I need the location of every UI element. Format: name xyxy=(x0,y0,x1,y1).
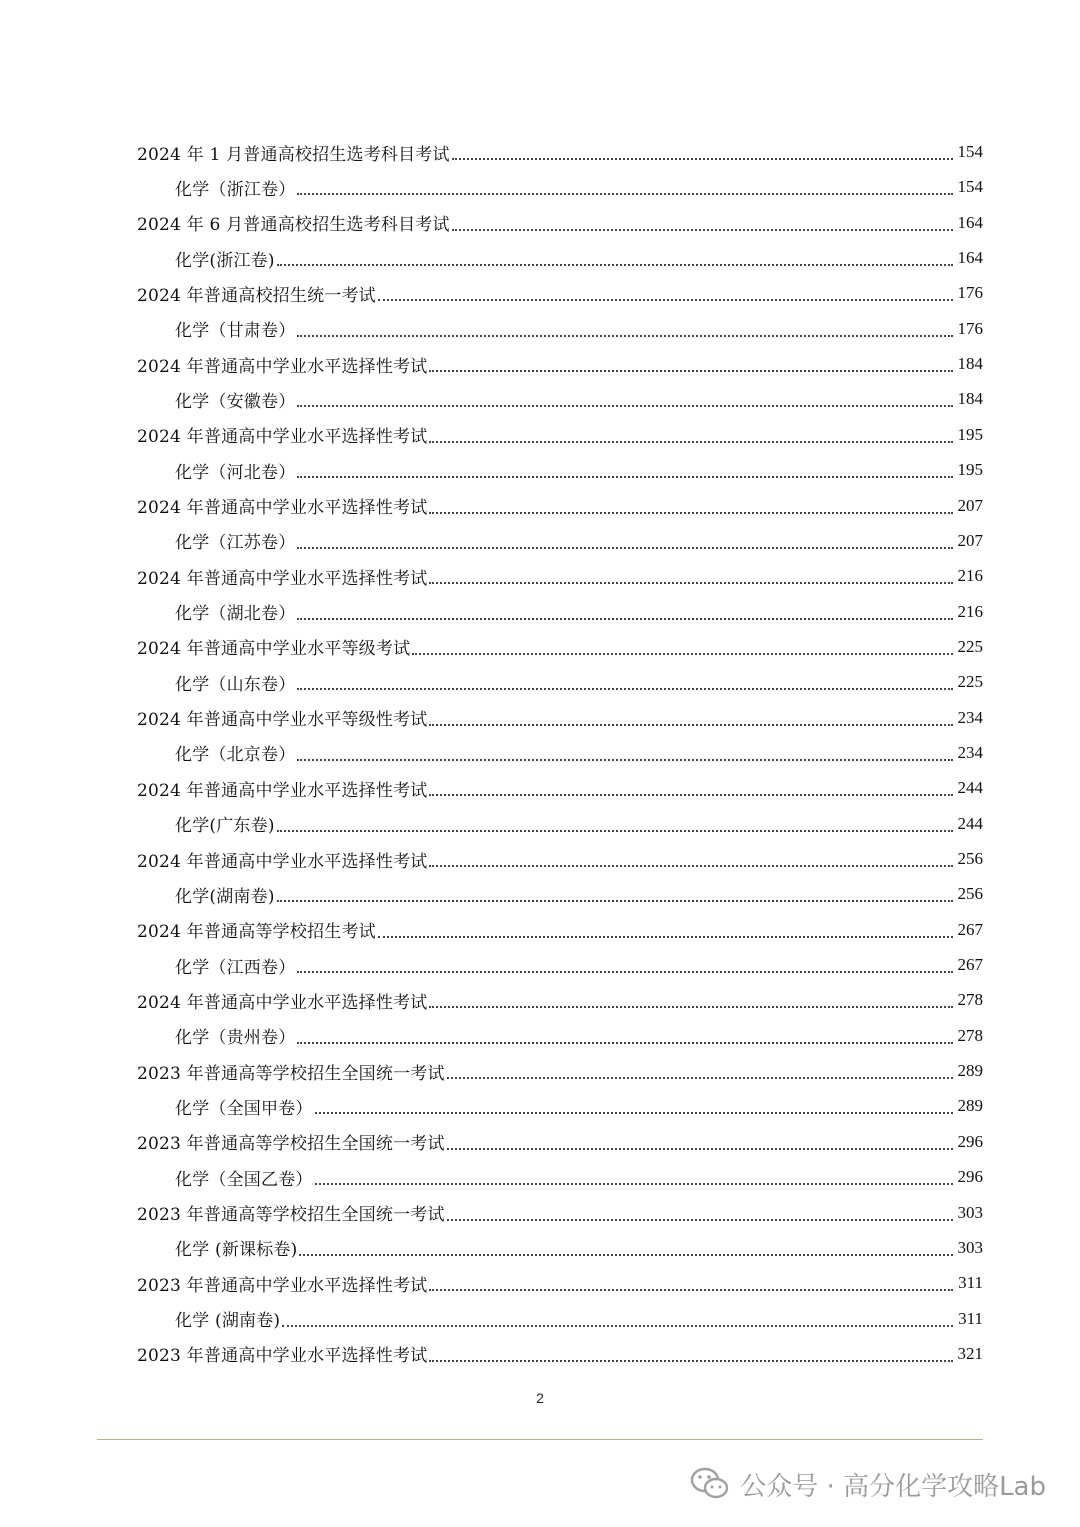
toc-entry-page: 234 xyxy=(957,707,983,727)
toc-entry-title: 化学（安徽卷） xyxy=(175,391,296,412)
dot-leader xyxy=(378,936,953,938)
toc-entry-page: 267 xyxy=(957,919,983,939)
toc-entry-page: 296 xyxy=(957,1131,983,1151)
dot-leader xyxy=(297,193,953,195)
toc-paper-row[interactable] xyxy=(0,1302,1080,1336)
toc-entry-page: 256 xyxy=(957,884,983,904)
toc-entry-title: 化学（湖北卷） xyxy=(175,604,296,625)
toc-entry-title: 2024 年 6 月普通高校招生选考科目考试 xyxy=(137,215,450,236)
toc-entry-page: 225 xyxy=(957,636,983,656)
toc-entry-title: 化学 (湖南卷) xyxy=(175,1311,281,1332)
toc-entry-title: 化学（全国甲卷） xyxy=(175,1098,313,1119)
toc-entry-page: 176 xyxy=(957,283,983,303)
toc-exam-row[interactable] xyxy=(0,1337,1080,1371)
toc-paper-row[interactable] xyxy=(0,382,1080,416)
toc-entry-title: 2024 年普通高中学业水平选择性考试 xyxy=(137,427,428,448)
toc-entry-title: 2024 年普通高中学业水平选择性考试 xyxy=(137,992,428,1013)
toc-entry-title: 2023 年普通高等学校招生全国统一考试 xyxy=(137,1063,445,1084)
toc-exam-row[interactable] xyxy=(0,347,1080,381)
toc-entry-page: 267 xyxy=(957,955,983,975)
dot-leader xyxy=(297,405,953,407)
dot-leader xyxy=(429,865,953,867)
toc-paper-row[interactable] xyxy=(0,312,1080,346)
toc-entry-title: 化学(广东卷) xyxy=(175,816,275,837)
toc-entry-title: 2023 年普通高中学业水平选择性考试 xyxy=(137,1275,428,1296)
toc-entry-page: 184 xyxy=(957,354,983,374)
toc-exam-row[interactable] xyxy=(0,842,1080,876)
dot-leader xyxy=(297,971,953,973)
toc-entry-page: 154 xyxy=(957,177,983,197)
dot-leader xyxy=(447,1219,953,1221)
toc-entry-page: 216 xyxy=(957,601,983,621)
dot-leader xyxy=(297,1042,953,1044)
dot-leader xyxy=(412,653,953,655)
toc-entry-page: 225 xyxy=(957,672,983,692)
toc-paper-row[interactable] xyxy=(0,877,1080,911)
dot-leader xyxy=(297,335,953,337)
toc-entry-page: 176 xyxy=(957,318,983,338)
toc-exam-row[interactable] xyxy=(0,206,1080,240)
dot-leader xyxy=(282,1325,953,1327)
toc-entry-title: 化学（甘肃卷） xyxy=(175,321,296,342)
toc-paper-row[interactable] xyxy=(0,1019,1080,1053)
toc-entry-page: 216 xyxy=(957,566,983,586)
toc-exam-row[interactable] xyxy=(0,1125,1080,1159)
toc-entry-title: 化学 (新课标卷) xyxy=(175,1240,298,1261)
toc-entry-title: 2024 年普通高中学业水平选择性考试 xyxy=(137,356,428,377)
toc-entry-page: 154 xyxy=(957,142,983,161)
dot-leader xyxy=(452,158,953,160)
toc-entry-title: 化学（河北卷） xyxy=(175,462,296,483)
toc-entry-title: 2024 年普通高校招生统一考试 xyxy=(137,285,376,306)
toc-entry-page: 311 xyxy=(958,1308,983,1328)
toc-entry-page: 303 xyxy=(957,1202,983,1222)
toc-exam-row[interactable] xyxy=(0,983,1080,1017)
toc-entry-title: 2023 年普通高中学业水平选择性考试 xyxy=(137,1346,428,1367)
toc-entry-title: 化学（北京卷） xyxy=(175,745,296,766)
toc-entry-page: 278 xyxy=(957,1025,983,1045)
toc-entry-page: 303 xyxy=(957,1237,983,1257)
dot-leader xyxy=(429,724,953,726)
toc-paper-row[interactable] xyxy=(0,595,1080,629)
dot-leader xyxy=(429,1006,953,1008)
dot-leader xyxy=(447,1077,953,1079)
toc-entry-title: 2024 年普通高中学业水平选择性考试 xyxy=(137,780,428,801)
toc-paper-row[interactable] xyxy=(0,1089,1080,1123)
toc-paper-row[interactable] xyxy=(0,524,1080,558)
toc-paper-row[interactable] xyxy=(0,241,1080,275)
toc-exam-row[interactable] xyxy=(0,489,1080,523)
toc-exam-row[interactable] xyxy=(0,418,1080,452)
toc-entry-page: 164 xyxy=(957,248,983,268)
toc-paper-row[interactable] xyxy=(0,665,1080,699)
toc-entry-title: 2024 年普通高中学业水平等级考试 xyxy=(137,639,411,660)
toc-entry-page: 195 xyxy=(957,424,983,444)
toc-entry-title: 化学（江西卷） xyxy=(175,957,296,978)
toc-entry-page: 321 xyxy=(957,1343,983,1363)
toc-paper-row[interactable] xyxy=(0,453,1080,487)
page-number: 2 xyxy=(536,1390,544,1406)
toc-entry-title: 化学(浙江卷) xyxy=(175,250,275,271)
toc-exam-row[interactable] xyxy=(0,559,1080,593)
toc-entry-page: 207 xyxy=(957,530,983,550)
dot-leader xyxy=(297,688,953,690)
dot-leader xyxy=(299,1254,953,1256)
dot-leader xyxy=(297,476,953,478)
toc-paper-row[interactable] xyxy=(0,1160,1080,1194)
dot-leader xyxy=(297,759,953,761)
footer-divider xyxy=(97,1439,983,1440)
toc-entry-title: 2024 年 1 月普通高校招生选考科目考试 xyxy=(137,144,450,165)
dot-leader xyxy=(297,618,953,620)
toc-entry-page: 289 xyxy=(957,1096,983,1116)
toc-exam-row[interactable] xyxy=(0,276,1080,310)
dot-leader xyxy=(429,441,953,443)
toc-entry-title: 2024 年普通高中学业水平选择性考试 xyxy=(137,568,428,589)
toc-entry-page: 244 xyxy=(957,778,983,798)
toc-entry-page: 296 xyxy=(957,1167,983,1187)
dot-leader xyxy=(277,264,953,266)
watermark xyxy=(690,1462,1046,1506)
dot-leader xyxy=(297,547,953,549)
toc-entry-title: 2023 年普通高等学校招生全国统一考试 xyxy=(137,1134,445,1155)
dot-leader xyxy=(378,299,953,301)
toc-entry-page: 234 xyxy=(957,742,983,762)
toc-entry-title: 2024 年普通高中学业水平选择性考试 xyxy=(137,498,428,518)
toc-entry-page: 164 xyxy=(957,212,983,232)
watermark-text: 公众号 · 高分化学攻略Lab xyxy=(740,1471,1046,1502)
dot-leader xyxy=(452,229,953,231)
toc-entry-page: 311 xyxy=(958,1273,983,1293)
toc-entry-page: 207 xyxy=(957,495,983,515)
toc-paper-row[interactable] xyxy=(0,736,1080,770)
dot-leader xyxy=(429,512,953,514)
toc-exam-row[interactable] xyxy=(0,1196,1080,1230)
dot-leader xyxy=(277,900,953,902)
toc-entry-page: 289 xyxy=(957,1061,983,1081)
toc-exam-row[interactable] xyxy=(0,135,1080,169)
toc-entry-title: 化学（山东卷） xyxy=(175,674,296,695)
dot-leader xyxy=(429,794,953,796)
toc-entry-title: 化学（全国乙卷） xyxy=(175,1169,313,1190)
toc-exam-row[interactable] xyxy=(0,1266,1080,1300)
dot-leader xyxy=(315,1183,953,1185)
toc-exam-row[interactable] xyxy=(0,630,1080,664)
toc-exam-row[interactable] xyxy=(0,701,1080,735)
toc-paper-row[interactable] xyxy=(0,948,1080,982)
dot-leader xyxy=(447,1148,953,1150)
dot-leader xyxy=(429,370,953,372)
toc-entry-page: 195 xyxy=(957,460,983,480)
toc-entry-page: 256 xyxy=(957,849,983,868)
toc-entry-title: 2024 年普通高等学校招生考试 xyxy=(137,922,376,943)
toc-entry-page: 244 xyxy=(957,813,983,833)
toc-entry-page: 184 xyxy=(957,389,983,409)
toc-entry-title: 化学（贵州卷） xyxy=(175,1028,296,1049)
toc-entry-title: 2023 年普通高等学校招生全国统一考试 xyxy=(137,1205,445,1225)
toc-paper-row[interactable] xyxy=(0,807,1080,841)
toc-entry-title: 化学（浙江卷） xyxy=(175,179,296,200)
toc-entry-title: 化学（江苏卷） xyxy=(175,533,296,554)
dot-leader xyxy=(429,582,953,584)
toc-entry-page: 278 xyxy=(957,990,983,1010)
wechat-icon xyxy=(690,1466,730,1502)
toc-exam-row[interactable] xyxy=(0,771,1080,805)
dot-leader xyxy=(429,1360,953,1362)
dot-leader xyxy=(315,1112,953,1114)
toc-entry-title: 化学(湖南卷) xyxy=(175,886,275,907)
toc-paper-row[interactable] xyxy=(0,170,1080,204)
dot-leader xyxy=(277,830,953,832)
dot-leader xyxy=(429,1289,953,1291)
toc-entry-title: 2024 年普通高中学业水平等级性考试 xyxy=(137,710,428,731)
toc-entry-title: 2024 年普通高中学业水平选择性考试 xyxy=(137,851,428,872)
toc-exam-row[interactable] xyxy=(0,1054,1080,1088)
toc-paper-row[interactable] xyxy=(0,1231,1080,1265)
toc-exam-row[interactable] xyxy=(0,913,1080,947)
